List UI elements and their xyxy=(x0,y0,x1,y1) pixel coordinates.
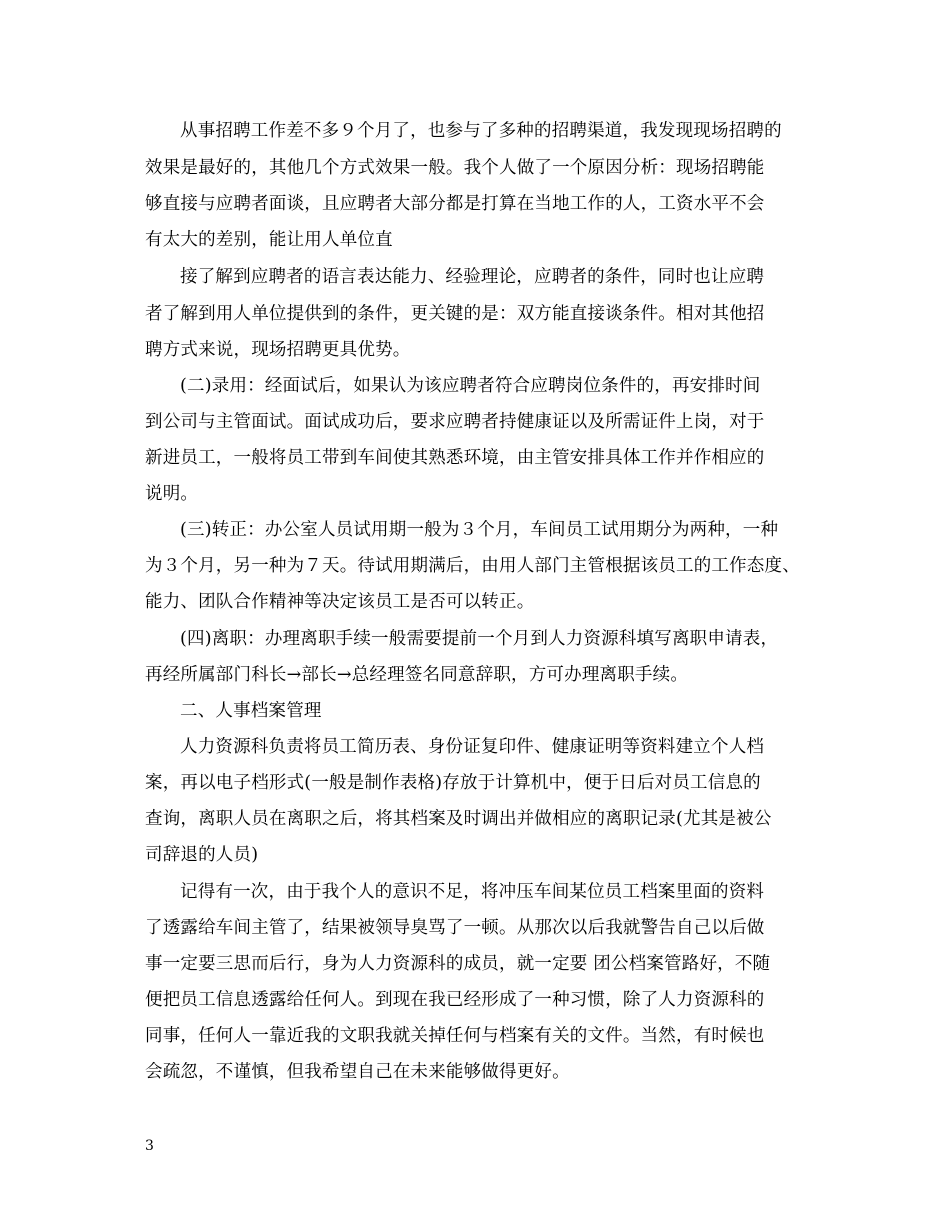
paragraph-line: (三)转正：办公室人员试用期一般为３个月，车间员工试用期分为两种，一种 xyxy=(180,520,779,540)
paragraph-line: 了透露给车间主管了，结果被领导臭骂了一顿。从那次以后我就警告自己以后做 xyxy=(145,918,765,938)
paragraph-line: 便把员工信息透露给任何人。到现在我已经形成了一种习惯，除了人力资源科的 xyxy=(145,990,765,1010)
paragraph-line: (四)离职：办理离职手续一般需要提前一个月到人力资源科填写离职申请表， xyxy=(180,629,779,649)
paragraph-line: 有太大的差别，能让用人单位直 xyxy=(145,230,393,250)
paragraph-line: 为３个月，另一种为７天。待试用期满后，由用人部门主管根据该员工的工作态度、 xyxy=(145,556,800,576)
paragraph-line: 人力资源科负责将员工简历表、身份证复印件、健康证明等资料建立个人档 xyxy=(180,737,765,757)
paragraph-line: 者了解到用人单位提供到的条件，更关键的是：双方能直接谈条件。相对其他招 xyxy=(145,304,765,324)
paragraph-line: 新进员工，一般将员工带到车间使其熟悉环境，由主管安排具体工作并作相应的 xyxy=(145,448,765,468)
paragraph-line: 从事招聘工作差不多９个月了，也参与了多种的招聘渠道，我发现现场招聘的 xyxy=(180,121,782,141)
paragraph-line: 事一定要三思而后行，身为人力资源科的成员，就一定要 团公档案管路好，不随 xyxy=(145,954,771,974)
paragraph-line: 聘方式来说，现场招聘更具优势。 xyxy=(145,340,411,360)
page-number: 3 xyxy=(145,1138,154,1154)
section-heading: 二、人事档案管理 xyxy=(180,701,322,721)
paragraph-line: 记得有一次，由于我个人的意识不足，将冲压车间某位员工档案里面的资料 xyxy=(180,882,765,902)
paragraph-line: 司辞退的人员) xyxy=(145,845,259,865)
paragraph-line: (二)录用：经面试后，如果认为该应聘者符合应聘岗位条件的，再安排时间 xyxy=(180,376,761,396)
paragraph-line: 能力、团队合作精神等决定该员工是否可以转正。 xyxy=(145,592,535,612)
paragraph-line: 会疏忽，不谨慎，但我希望自己在未来能够做得更好。 xyxy=(145,1062,570,1082)
paragraph-line: 效果是最好的，其他几个方式效果一般。我个人做了一个原因分析：现场招聘能 xyxy=(145,158,765,178)
paragraph-line: 说明。 xyxy=(145,484,199,504)
paragraph-line: 接了解到应聘者的语言表达能力、经验理论，应聘者的条件，同时也让应聘 xyxy=(180,267,765,287)
paragraph-line: 再经所属部门科长→部长→总经理签名同意辞职，方可办理离职手续。 xyxy=(145,665,689,685)
paragraph-line: 同事，任何人一靠近我的文职我就关掉任何与档案有关的文件。当然，有时候也 xyxy=(145,1026,765,1046)
paragraph-line: 查询，离职人员在离职之后，将其档案及时调出并做相应的离职记录(尤其是被公 xyxy=(145,809,772,829)
paragraph-line: 到公司与主管面试。面试成功后，要求应聘者持健康证以及所需证件上岗，对于 xyxy=(145,412,765,432)
paragraph-line: 案，再以电子档形式(一般是制作表格)存放于计算机中，便于日后对员工信息的 xyxy=(145,773,761,793)
paragraph-line: 够直接与应聘者面谈，且应聘者大部分都是打算在当地工作的人，工资水平不会 xyxy=(145,194,765,214)
